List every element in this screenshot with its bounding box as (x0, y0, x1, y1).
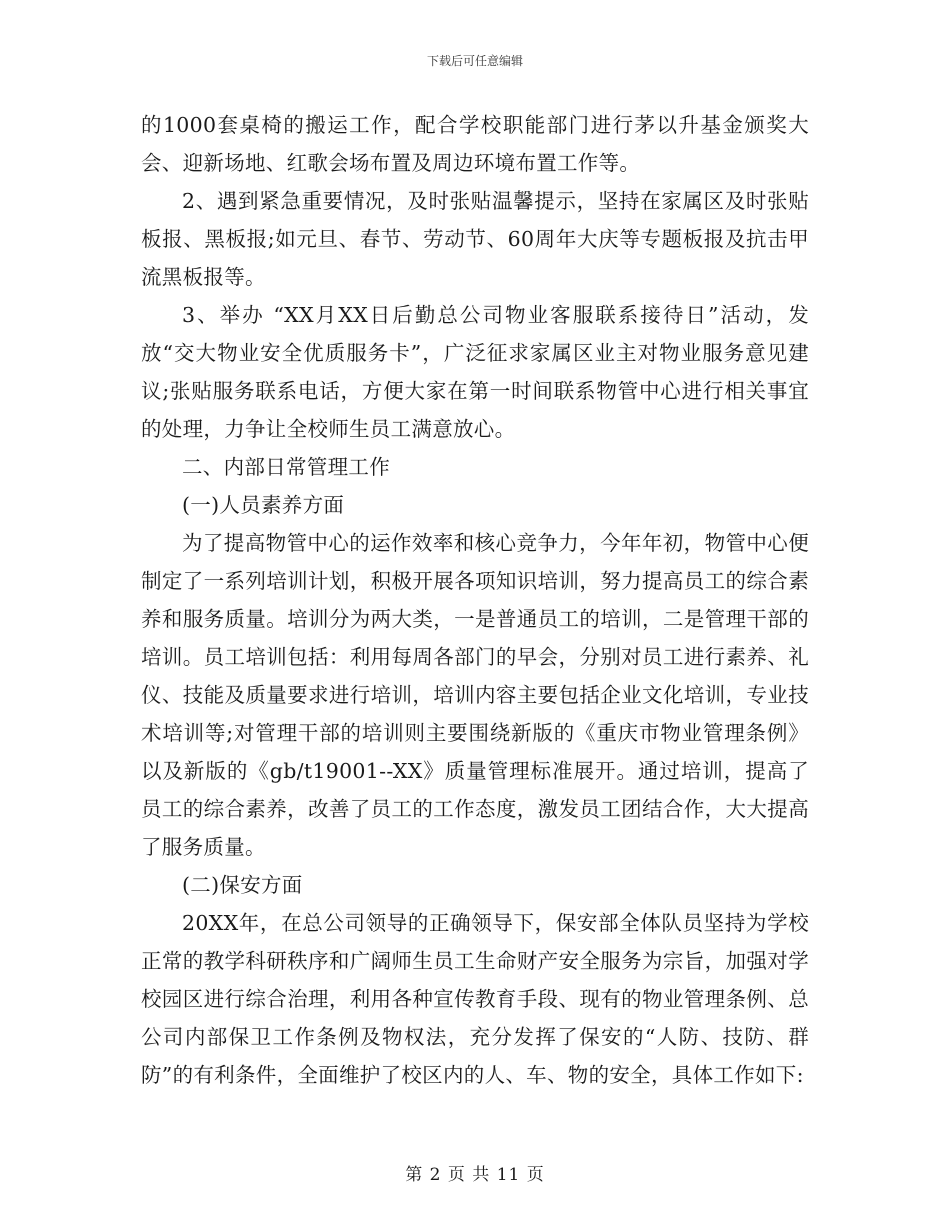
subsection-heading-personnel: (一)人员素养方面 (182, 493, 345, 517)
paragraph-item-3: 3、举办 “XX月XX日后勤总公司物业客服联系接待日”活动，发放“交大物业安全优质服务卡”，广泛征求家属区业主对物业服务意见建议;张贴服务联系电话，方便大家在第一时间联系物管中心进行相关事宜的处理，力争让全校师生员工满意放心。 (141, 303, 809, 441)
section-heading-internal-management: 二、内部日常管理工作 (182, 455, 390, 479)
subsection-heading-security: (二)保安方面 (182, 873, 303, 897)
page-header-note: 下载后可任意编辑 (426, 54, 523, 68)
paragraph-security: 20XX年，在总公司领导的正确领导下，保安部全体队员坚持为学校正常的教学科研秩序和广阔师生员工生命财产安全服务为宗旨，加强对学校园区进行综合治理，利用各种宣传教育手段、现有的物业管理条例、总公司内部保卫工作条例及物权法，充分发挥了保安的“人防、技防、群防”的有利条件，全面维护了校区内的人、车、物的安全，具体工作如下: (141, 911, 809, 1087)
paragraph-item-2: 2、遇到紧急重要情况，及时张贴温馨提示，坚持在家属区及时张贴板报、黑板报;如元旦、春节、劳动节、60周年大庆等专题板报及抗击甲流黑板报等。 (141, 189, 809, 289)
page-number-footer: 第 2 页 共 11 页 (405, 1165, 545, 1185)
document-body (141, 106, 809, 1094)
paragraph-continued: 的1000套桌椅的搬运工作，配合学校职能部门进行茅以升基金颁奖大会、迎新场地、红歌会场布置及周边环境布置工作等。 (141, 113, 809, 175)
paragraph-training: 为了提高物管中心的运作效率和核心竞争力，今年年初，物管中心便制定了一系列培训计划，积极开展各项知识培训，努力提高员工的综合素养和服务质量。培训分为两大类，一是普通员工的培训，二是管理干部的培训。员工培训包括：利用每周各部门的早会，分别对员工进行素养、礼仪、技能及质量要求进行培训，培训内容主要包括企业文化培训，专业技术培训等;对管理干部的培训则主要围绕新版的《重庆市物业管理条例》以及新版的《gb/t19001--XX》质量管理标准展开。通过培训，提高了员工的综合素养，改善了员工的工作态度，激发员工团结合作，大大提高了服务质量。 (141, 531, 809, 859)
